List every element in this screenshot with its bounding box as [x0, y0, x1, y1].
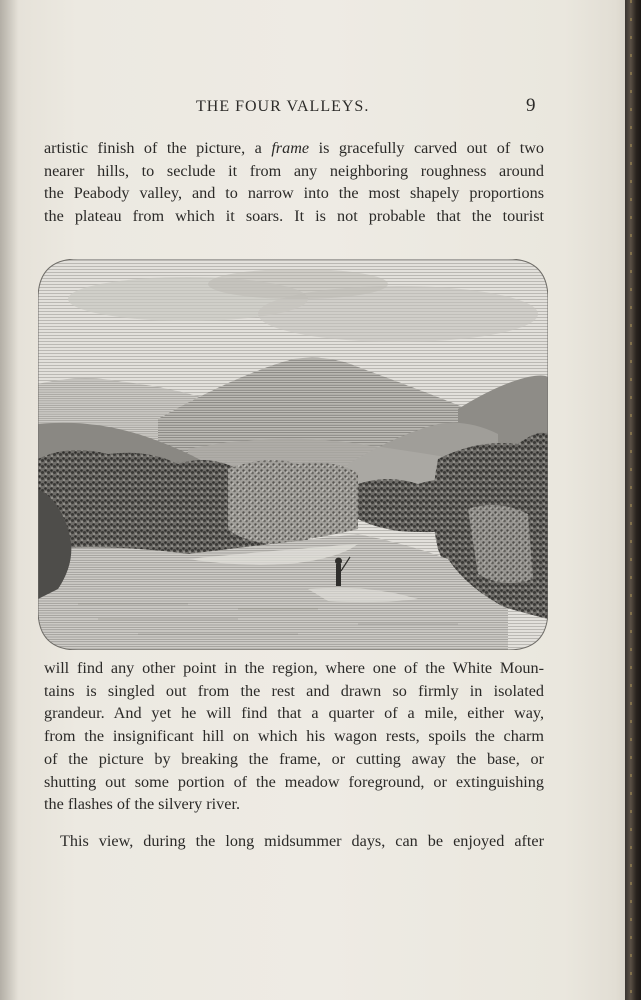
italic-word: frame [271, 139, 310, 157]
text-line: the Peabody valley, and to narrow into the most shapely proportions [44, 184, 544, 203]
text-line: shutting out some portion of the meadow foreground, or extinguishing [44, 772, 544, 791]
text-line: grandeur. And yet he will find that a quarter of a mile, either way, [44, 704, 544, 723]
page-number: 9 [526, 95, 536, 116]
text-line: of the picture by breaking the frame, or cutting away the base, or [44, 749, 544, 768]
running-title: THE FOUR VALLEYS. [196, 98, 370, 115]
text-line: will find any other point in the region, where one of the White Moun- [44, 659, 544, 677]
text-line: the plateau from which it soars. It is not probable that the tourist [44, 207, 544, 226]
text-line: the flashes of the silvery river. [44, 795, 240, 814]
text-line: nearer hills, to seclude it from any neighboring roughness around [44, 161, 544, 180]
page-gutter-shadow [0, 0, 18, 1000]
book-spine-edge [625, 0, 641, 1000]
engraving-image [38, 259, 548, 650]
paragraph-middle [44, 657, 544, 816]
text-line: artistic finish of the picture, a frame is gracefully carved out of two [44, 139, 545, 157]
text-line: tains is singled out from the rest and drawn so firmly in isolated [44, 681, 544, 700]
paragraph-top [44, 137, 544, 228]
text-line: from the insignificant hill on which his wagon rests, spoils the charm [44, 727, 544, 746]
landscape-engraving [38, 259, 548, 650]
page-header [0, 95, 641, 122]
text-line: This view, during the long midsummer days, can be enjoyed after [60, 832, 544, 850]
paragraph-bottom [44, 830, 544, 853]
